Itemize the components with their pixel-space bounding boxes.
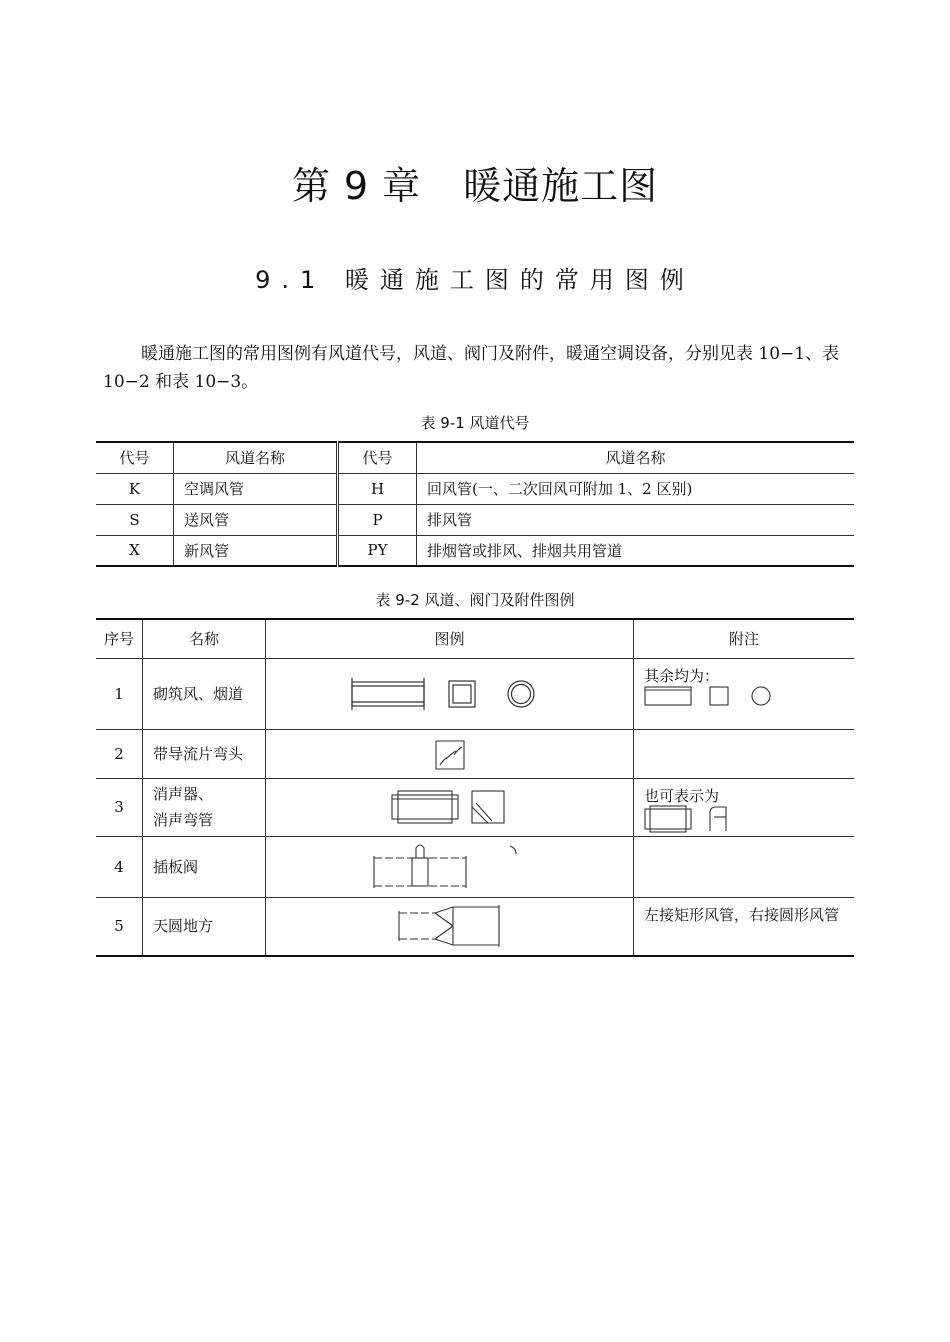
- square-to-round-transition-icon: [395, 903, 505, 949]
- row-number: 2: [96, 729, 143, 778]
- alternate-duct-symbols-icon: [644, 683, 784, 709]
- table-row: [96, 778, 854, 836]
- row-note: 其余均为：: [644, 666, 720, 685]
- elbow-with-vanes-icon: [430, 735, 470, 773]
- intro-paragraph: 暖通施工图的常用图例有风道代号，风道、阀门及附件，暖通空调设备，分别见表 10−1、表 10−2 和表 10−3。: [103, 344, 840, 392]
- row-name: 砌筑风、烟道: [143, 658, 266, 729]
- row-number: 1: [96, 658, 143, 729]
- name-cell: 送风管: [174, 504, 338, 535]
- name-cell: 空调风管: [174, 473, 338, 504]
- code-cell: X: [96, 535, 174, 566]
- table-row: [96, 897, 854, 956]
- name-cell: 新风管: [174, 535, 338, 566]
- silencer-icon: [390, 787, 510, 827]
- row-number: 3: [96, 778, 143, 836]
- header-cell: 名称: [143, 619, 266, 658]
- row-number: 5: [96, 897, 143, 956]
- row-note: [634, 729, 855, 778]
- chapter-number: 第 9 章: [291, 164, 422, 208]
- code-cell: H: [338, 473, 417, 504]
- row-note: 左接矩形风管，右接圆形风管: [634, 897, 855, 956]
- table-row: [96, 658, 854, 729]
- row-name: 天圆地方: [143, 897, 266, 956]
- section-title: 9.1 暖通施工图的常用图例: [255, 266, 695, 294]
- header-cell: 风道名称: [417, 442, 855, 473]
- table1-caption: 表 9-1 风道代号: [420, 414, 530, 432]
- row-note: 也可表示为: [644, 786, 720, 805]
- header-cell: 图例: [266, 619, 634, 658]
- header-cell: 序号: [96, 619, 143, 658]
- duct-code-table: [96, 441, 854, 567]
- header-cell: 风道名称: [174, 442, 338, 473]
- name-cell: 回风管(一、二次回风可附加 1、2 区别): [417, 473, 855, 504]
- header-cell: 代号: [338, 442, 417, 473]
- table-row: [96, 504, 854, 535]
- table-row: [96, 473, 854, 504]
- chapter-title: [0, 155, 950, 210]
- row-number: 4: [96, 836, 143, 897]
- table-row: [96, 535, 854, 566]
- table-row: [96, 836, 854, 897]
- header-cell: 附注: [634, 619, 855, 658]
- row-note: [634, 836, 855, 897]
- header-cell: 代号: [96, 442, 174, 473]
- code-cell: P: [338, 504, 417, 535]
- row-name: 带导流片弯头: [143, 729, 266, 778]
- table-header-row: [96, 619, 854, 658]
- table2-caption: 表 9-2 风道、阀门及附件图例: [375, 591, 575, 609]
- name-cell: 排烟管或排风、排烟共用管道: [417, 535, 855, 566]
- alternate-silencer-icon: [644, 803, 754, 833]
- code-cell: K: [96, 473, 174, 504]
- code-cell: PY: [338, 535, 417, 566]
- duct-symbols-icon: [350, 674, 550, 714]
- duct-legend-table: [96, 618, 854, 957]
- table-header-row: [96, 442, 854, 473]
- slide-gate-valve-icon: [370, 842, 530, 892]
- name-cell: 排风管: [417, 504, 855, 535]
- code-cell: S: [96, 504, 174, 535]
- row-name: 插板阀: [143, 836, 266, 897]
- row-name: 消声器、 消声弯管: [143, 778, 266, 836]
- chapter-name: 暖通施工图: [463, 164, 659, 208]
- table-row: [96, 729, 854, 778]
